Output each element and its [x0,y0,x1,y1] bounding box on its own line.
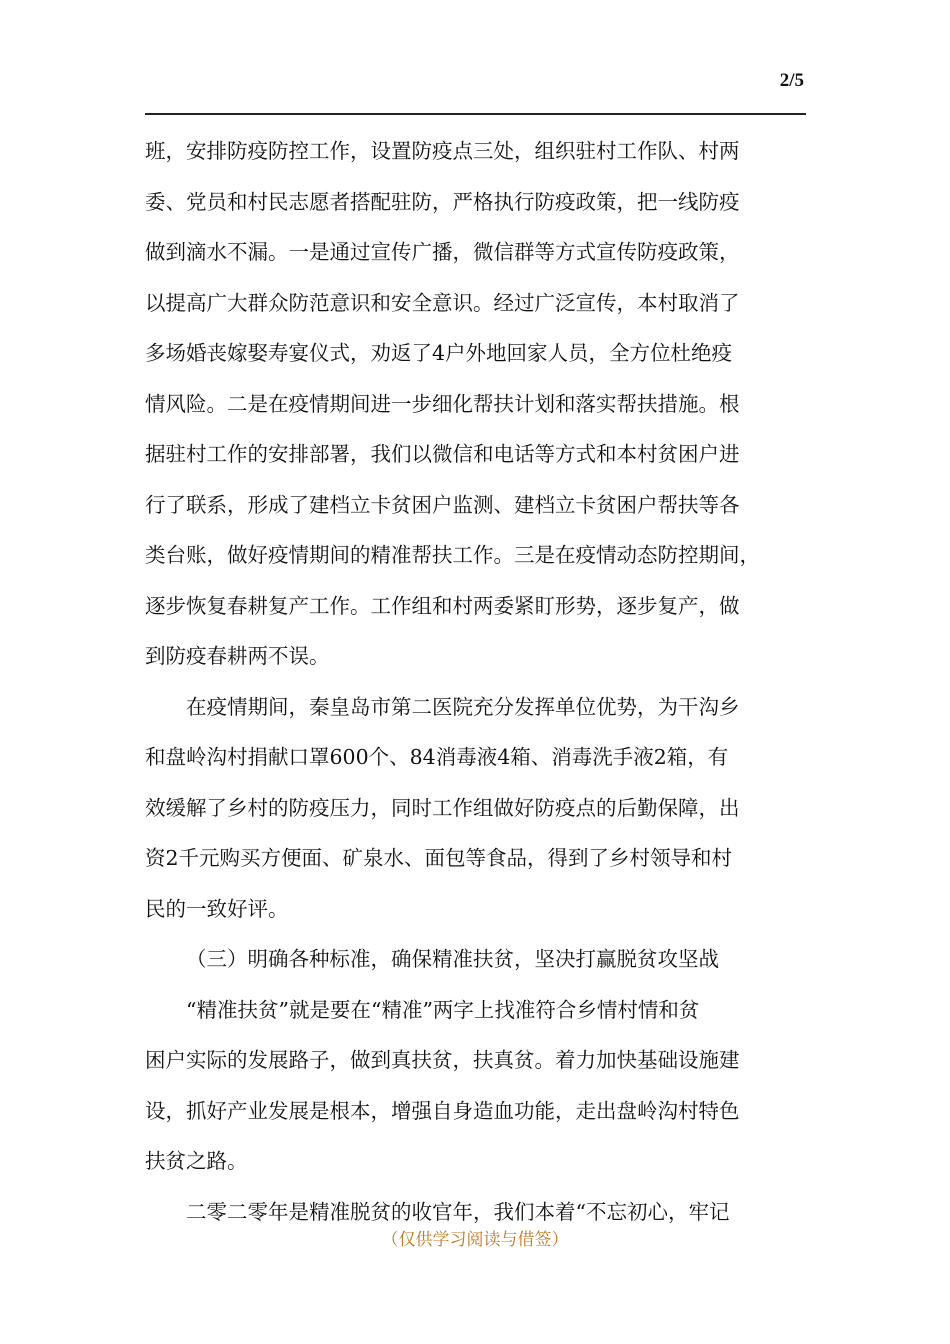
page-number: 2/5 [779,70,804,91]
body-line: 民的一致好评。 [145,896,289,921]
header-divider [145,113,806,115]
paragraph-start-line: 二零二零年是精准脱贫的收官年，我们本着“不忘初心，牢记 [186,1199,730,1224]
body-line: 行了联系，形成了建档立卡贫困户监测、建档立卡贫困户帮扶等各 [145,492,740,517]
body-line: 扶贫之路。 [145,1149,248,1173]
body-line: 困户实际的发展路子，做到真扶贫，扶真贫。着力加快基础设施建 [145,1048,740,1072]
body-line: 委、党员和村民志愿者搭配驻防，严格执行防疫政策，把一线防疫 [145,189,740,214]
body-line: 到防疫春耕两不误。 [145,644,330,668]
body-line: 逐步恢复春耕复产工作。工作组和村两委紧盯形势，逐步复产，做 [145,593,740,618]
body-line: 和盘岭沟村捐献口罩600个、84消毒液4箱、消毒洗手液2箱，有 [145,745,729,769]
body-line: 设，抓好产业发展是根本，增强自身造血功能，走出盘岭沟村特色 [145,1098,740,1123]
body-line: 情风险。二是在疫情期间进一步细化帮扶计划和落实帮扶措施。根 [145,391,740,416]
body-line: 资2千元购买方便面、矿泉水、面包等食品，得到了乡村领导和村 [145,846,733,870]
document-body [145,126,809,1237]
body-line: 类台账，做好疫情期间的精准帮扶工作。三是在疫情动态防控期间， [145,543,760,567]
body-line: 据驻村工作的安排部署，我们以微信和电话等方式和本村贫困户进 [145,442,740,466]
paragraph-start-line: 在疫情期间，秦皇岛市第二医院充分发挥单位优势，为干沟乡 [186,694,740,719]
body-line: 班，安排防疫防控工作，设置防疫点三处，组织驻村工作队、村两 [145,139,740,163]
body-line: 以提高广大群众防范意识和安全意识。经过广泛宣传，本村取消了 [145,290,740,315]
paragraph-start-line: “精准扶贫”就是要在“精准”两字上找准符合乡情村情和贫 [186,997,700,1022]
body-line: 多场婚丧嫁娶寿宴仪式，劝返了4户外地回家人员，全方位杜绝疫 [145,341,733,365]
body-line: 效缓解了乡村的防疫压力，同时工作组做好防疫点的后勤保障，出 [145,795,740,820]
footer-note: （仅供学习阅读与借签） [381,1230,569,1250]
body-line: 做到滴水不漏。一是通过宣传广播，微信群等方式宣传防疫政策， [145,240,740,264]
section-heading: （三）明确各种标准，确保精准扶贫，坚决打赢脱贫攻坚战 [186,947,719,971]
